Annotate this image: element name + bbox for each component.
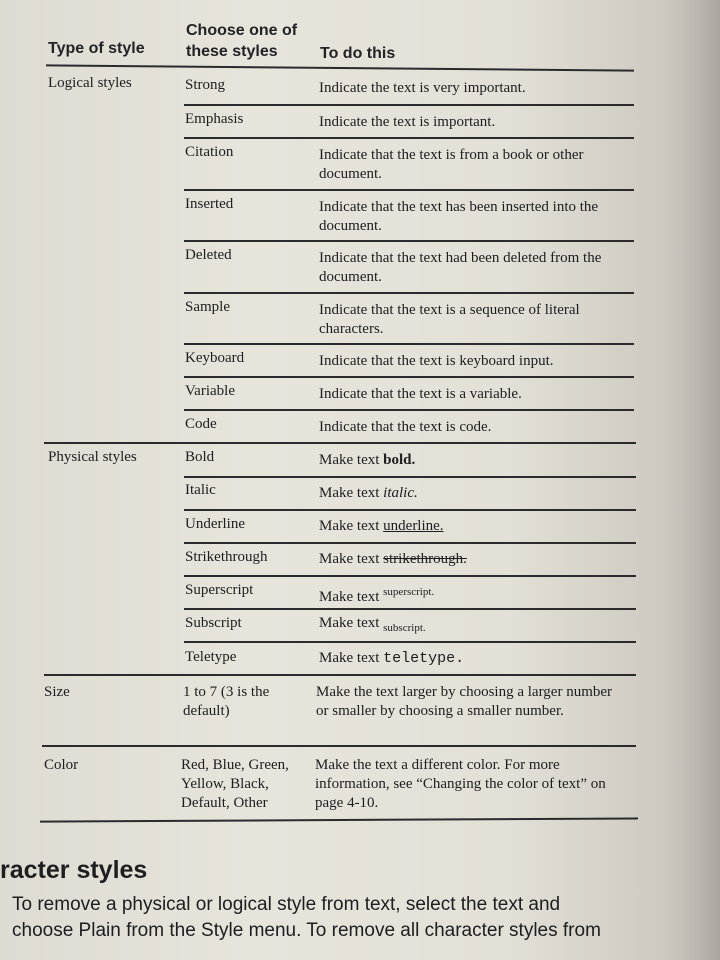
style-cell: Superscript — [185, 582, 254, 598]
row-rule — [184, 137, 634, 139]
style-cell: 1 to 7 (3 is the default) — [183, 684, 270, 719]
section-heading: racter styles — [0, 856, 148, 884]
header-type-of-style: Type of style — [48, 40, 145, 57]
style-cell: Code — [185, 416, 217, 432]
group-rule — [42, 745, 636, 747]
style-cell: Citation — [185, 144, 234, 160]
style-cell: Strikethrough — [185, 549, 268, 565]
style-cell: Deleted — [185, 247, 232, 263]
style-cell: Strong — [185, 77, 226, 93]
row-rule — [184, 542, 636, 544]
style-cell: Emphasis — [185, 111, 244, 127]
desc-cell: Indicate that the text had been deleted from the document. — [319, 250, 602, 285]
line-text: choose — [12, 920, 79, 941]
style-cell: Subscript — [185, 615, 242, 631]
row-rule — [184, 608, 636, 610]
desc-cell: Indicate that the text is a variable. — [319, 386, 522, 402]
superscript-sample: superscript. — [383, 586, 435, 598]
paragraph-line: To remove a physical or logical style from text, select the text and — [12, 894, 561, 915]
row-rule — [184, 575, 636, 577]
type-cell: Size — [44, 684, 70, 700]
line-text: from the Style menu. To remove all character styles from — [120, 920, 601, 941]
desc-prefix: Make text — [319, 589, 384, 605]
body-paragraph — [12, 892, 712, 944]
table-bottom-rule — [40, 817, 638, 822]
style-cell: Keyboard — [185, 350, 245, 366]
desc-cell: Indicate that the text is code. — [319, 419, 492, 435]
desc-cell: Make the text a different color. For more information, see “Changing the color of text” on page 4-10. — [315, 757, 606, 811]
subscript-sample: subscript. — [383, 622, 426, 634]
style-cell: Underline — [185, 516, 245, 532]
header-rule — [46, 64, 634, 71]
type-cell: Color — [44, 757, 79, 773]
desc-cell: Indicate that the text is keyboard input. — [319, 353, 554, 369]
desc-cell: Indicate that the text is from a book or other document. — [319, 147, 584, 182]
row-rule — [184, 376, 634, 378]
desc-cell — [319, 614, 629, 638]
desc-cell: Indicate the text is very important. — [319, 80, 526, 96]
plain-menu-item: Plain — [78, 920, 121, 941]
row-rule — [184, 104, 634, 106]
group-rule — [44, 674, 636, 676]
desc-cell — [319, 451, 629, 470]
row-rule — [184, 292, 634, 294]
style-cell: Sample — [185, 299, 230, 315]
header-choose-line2: these styles — [186, 43, 278, 60]
row-rule — [184, 409, 634, 411]
desc-cell: Make the text larger by choosing a larger number or smaller by choosing a smaller number. — [316, 684, 613, 719]
type-cell: Physical styles — [48, 449, 137, 465]
header-to-do-this: To do this — [320, 45, 396, 62]
desc-cell: Indicate that the text has been inserted into the document. — [319, 199, 599, 234]
header-choose-line1: Choose one of — [186, 22, 298, 39]
underline-sample: underline. — [383, 518, 444, 534]
row-rule — [184, 509, 636, 511]
desc-cell — [319, 517, 629, 536]
style-cell: Italic — [185, 482, 216, 498]
desc-cell: Indicate that the text is a sequence of literal characters. — [319, 302, 580, 337]
style-cell: Variable — [185, 383, 235, 399]
type-cell: Logical styles — [48, 75, 132, 91]
row-rule — [184, 476, 636, 478]
desc-prefix: Make text — [319, 452, 384, 468]
strikethrough-sample: strikethrough. — [383, 551, 467, 567]
bold-sample: bold. — [383, 452, 416, 468]
desc-prefix: Make text — [319, 650, 384, 666]
style-cell: Inserted — [185, 196, 234, 212]
teletype-sample: teletype. — [383, 650, 465, 667]
page-shadow — [660, 0, 720, 960]
italic-sample: italic. — [383, 485, 418, 501]
row-rule — [184, 343, 634, 345]
group-rule — [44, 442, 636, 444]
desc-cell — [319, 484, 629, 503]
desc-prefix: Make text — [319, 485, 384, 501]
desc-prefix: Make text — [319, 518, 384, 534]
row-rule — [184, 641, 636, 643]
style-cell: Bold — [185, 449, 215, 465]
style-cell: Teletype — [185, 649, 237, 665]
paragraph-line — [12, 918, 712, 944]
desc-cell — [319, 649, 629, 668]
row-rule — [184, 240, 634, 242]
desc-prefix: Make text — [319, 551, 384, 567]
desc-cell — [319, 583, 629, 607]
desc-cell — [319, 550, 629, 569]
desc-prefix: Make text — [319, 615, 384, 631]
desc-cell: Indicate the text is important. — [319, 114, 496, 130]
row-rule — [184, 189, 634, 191]
style-cell: Red, Blue, Green, Yellow, Black, Default, Other — [181, 757, 289, 811]
